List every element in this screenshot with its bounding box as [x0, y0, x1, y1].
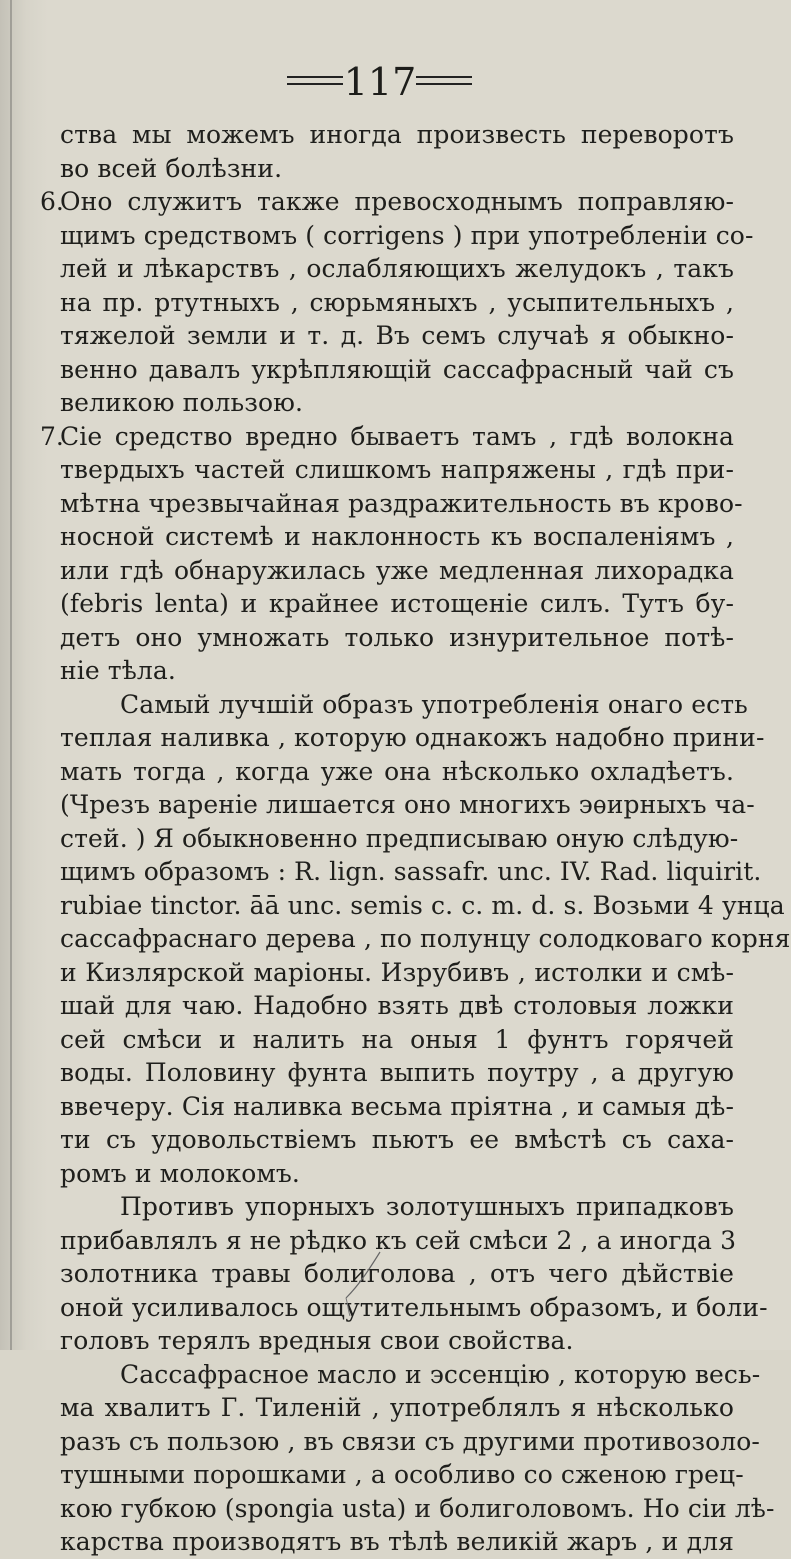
text-line-21: (Чрезъ вареніе лишается оно многихъ эѳирныхъ ча-	[60, 790, 755, 819]
pencil-mark	[336, 1248, 386, 1318]
text-line-12: мѣтна чрезвычайная раздражительность въ крово-	[60, 488, 743, 518]
text-line-20: мать тогда , когда уже она нѣсколько охладѣетъ.	[60, 756, 734, 786]
text-line-5: лей и лѣкарствъ , ослабляющихъ желудокъ , такъ	[60, 254, 734, 283]
text-line-11: твердыхъ частей слишкомъ напряжены , гдѣ при-	[60, 455, 734, 484]
text-line-43: карства производятъ въ тѣлѣ великій жаръ , и для	[60, 1527, 734, 1556]
text-line-13: носной системѣ и наклонность къ воспаленіямъ ,	[60, 522, 734, 551]
pencil-mark-svg	[336, 1248, 386, 1318]
text-line-1: ства мы можемъ иногда произвесть переворотъ	[60, 120, 734, 149]
text-line-19: теплая наливка , которую однакожъ надобно прини-	[60, 723, 765, 752]
text-line-25: сассафраснаго дерева , по полунцу солодковаго корня	[60, 924, 791, 953]
page-binding-edge	[10, 0, 12, 1350]
text-line-10: Сіе средство вредно бываетъ тамъ , гдѣ волокна	[60, 421, 734, 451]
item-marker-6: 6.	[40, 187, 64, 216]
text-line-34: прибавлялъ я не рѣдко къ сей смѣси 2 , а иногда 3	[60, 1225, 737, 1255]
text-line-41: тушными порошками , а особливо со сженою грец-	[60, 1460, 744, 1489]
item-7-first-line	[40, 420, 734, 454]
text-line-8: венно давалъ укрѣпляющій сассафрасный чай съ	[60, 354, 734, 384]
header-rule-left	[287, 76, 343, 86]
header-rule-right	[416, 76, 472, 86]
header-rule-right-top	[416, 76, 472, 78]
text-line-17: ніе тѣла.	[60, 656, 176, 685]
header-rule-right-bottom	[416, 83, 472, 85]
text-line-23: щимъ образомъ : R. lign. sassafr. unc. IV. Rad. liquirit.	[60, 857, 762, 886]
text-line-26: и Кизлярской маріоны. Изрубивъ , истолки и смѣ-	[60, 957, 734, 987]
text-line-39: ма хвалитъ Г. Тиленій , употреблялъ я нѣсколько	[60, 1393, 734, 1422]
text-line-30: ввечеру. Сія наливка весьма пріятна , и самыя дѣ-	[60, 1091, 734, 1121]
text-line-15: (febris lenta) и крайнее истощеніе силъ. Тутъ бу-	[60, 589, 734, 618]
text-line-9: великою пользою.	[60, 388, 304, 417]
text-line-18: Самый лучшій образъ употребленія онаго есть	[120, 689, 748, 719]
text-line-40: разъ съ пользою , въ связи съ другими противозоло-	[60, 1426, 760, 1456]
text-line-37: головъ терялъ вредныя свои свойства.	[60, 1326, 574, 1355]
text-line-22: стей. ) Я обыкновенно предписываю оную слѣдую-	[60, 823, 739, 853]
text-line-2: во всей болѣзни.	[60, 153, 283, 183]
text-line-27: шай для чаю. Надобно взять двѣ столовыя ложки	[60, 991, 734, 1020]
page-header	[0, 58, 791, 108]
text-line-33: Противъ упорныхъ золотушныхъ припадковъ	[120, 1192, 734, 1221]
text-line-31: ти съ удовольствіемъ пьютъ ее вмѣстѣ съ саха-	[60, 1125, 734, 1154]
text-line-29: воды. Половину фунта выпить поутру , а другую	[60, 1058, 734, 1087]
text-line-24: rubiae tinctor. āā unc. semis c. c. m. d. s. Возьми 4 унца	[60, 890, 785, 920]
text-line-3: Оно служитъ также превосходнымъ поправляю-	[60, 187, 734, 216]
text-line-6: на пр. ртутныхъ , сюрьмяныхъ , усыпительныхъ ,	[60, 287, 734, 317]
header-rule-left-bottom	[287, 83, 343, 85]
item-marker-7: 7.	[40, 421, 64, 451]
text-line-7: тяжелой земли и т. д. Въ семъ случаѣ я обыкно-	[60, 321, 734, 350]
text-line-35: золотника травы болиголова , отъ чего дѣйствіе	[60, 1259, 734, 1288]
header-rule-left-top	[287, 76, 343, 78]
text-line-4: щимъ средствомъ ( corrigens ) при употребленіи со-	[60, 220, 754, 250]
text-line-36: оной усиливалось ощутительнымъ образомъ, и боли-	[60, 1292, 768, 1322]
text-line-38: Сассафрасное масло и эссенцію , которую весь-	[120, 1359, 761, 1389]
text-line-32: ромъ и молокомъ.	[60, 1158, 300, 1188]
text-line-14: или гдѣ обнаружилась уже медленная лихорадка	[60, 555, 734, 585]
item-6-first-line	[40, 185, 734, 219]
page-number: 117	[343, 60, 417, 104]
text-line-42: кою губкою (spongia usta) и болиголовомъ. Но сіи лѣ-	[60, 1493, 775, 1523]
text-line-16: детъ оно умножать только изнурительное потѣ-	[60, 622, 734, 652]
body-text	[40, 118, 791, 1559]
text-line-28: сей смѣси и налить на оныя 1 фунтъ горячей	[60, 1024, 734, 1054]
